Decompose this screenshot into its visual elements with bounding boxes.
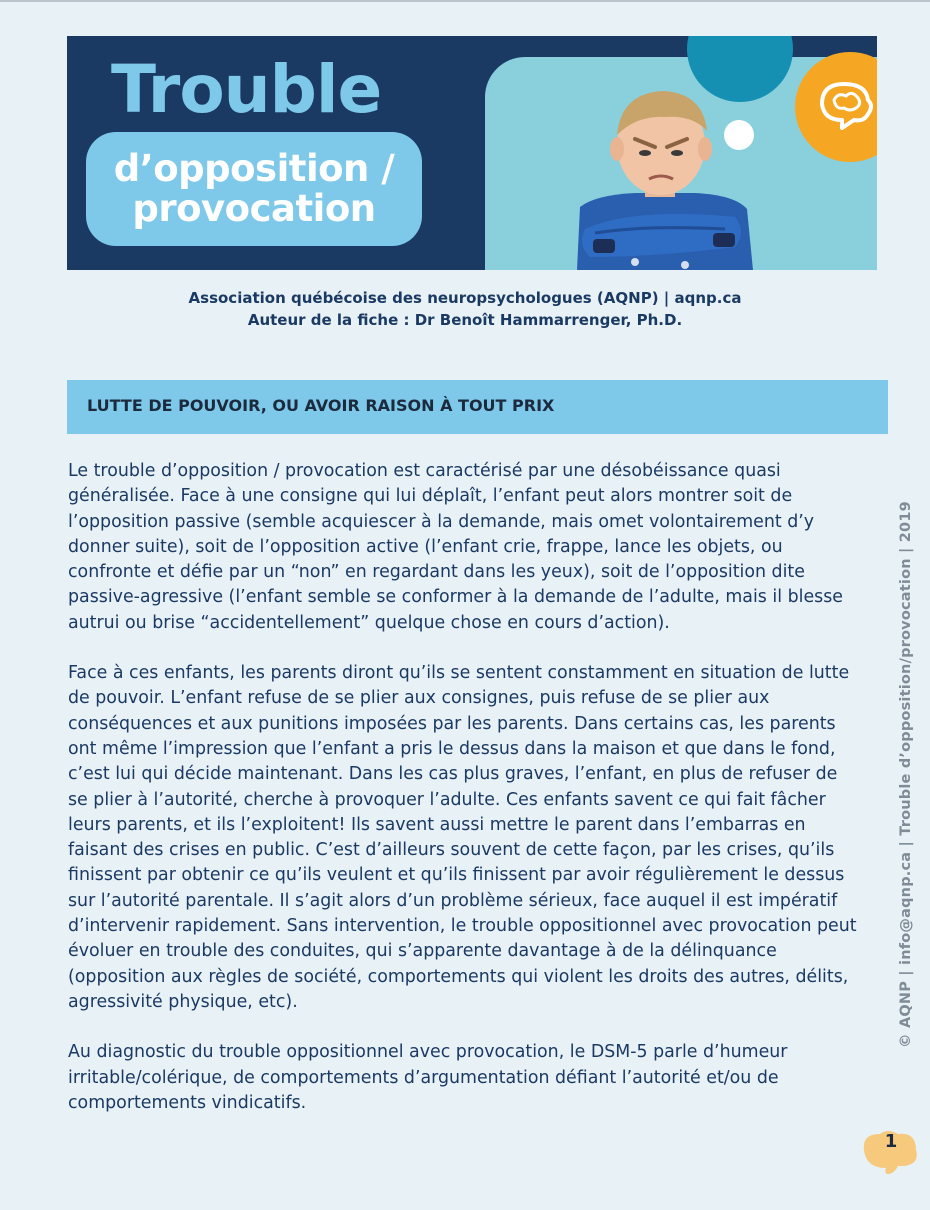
paragraph-2: Face à ces enfants, les parents diront qu’ils se sentent constamment en situation de lutte de pouvoir. L’enfant refuse de se plier aux consignes, puis refuse de se plier aux conséquences et aux punitions imposées par les parents. Dans certains cas, les parents ont même l’impression que l’enfant a pris le dessus dans la maison et que dans le fond, c’est lui qui décide maintenant. Dans les cas plus graves, l’enfant, en plus de refuser de se plier à l’autorité, cherche à provoquer l’adulte. Ces enfants savent ce qui fait fâcher leurs parents, et ils l’exploitent! Ils savent aussi mettre le parent dans l’embarras en faisant des crises en public. C’est d’ailleurs souvent de cette façon, par les crises, qu’ils finissent par obtenir ce qu’ils veulent et qu’ils finissent par avoir régulièrement le dessus sur l’autorité parentale. Il s’agit alors d’un problème sérieux, face auquel il est impératif d’intervenir rapidement. Sans intervention, le trouble oppositionnel avec provocation peut évoluer en trouble des conduites, qui s’apparente davantage à de la délinquance (opposition aux règles de société, comportements qui violent les droits des autres, délits, agressivité physique, etc). (68, 663, 857, 1012)
credits-association: Association québécoise des neuropsychologues (AQNP) | aqnp.ca (188, 289, 742, 307)
section-heading: LUTTE DE POUVOIR, OU AVOIR RAISON À TOUT PRIX (87, 396, 555, 415)
credits (0, 287, 930, 331)
body-text (68, 459, 858, 1141)
credits-author: Auteur de la fiche : Dr Benoît Hammarrenger, Ph.D. (247, 311, 683, 329)
vertical-footer-text: © AQNP | info@aqnp.ca | Trouble d’opposition/provocation | 2019 (898, 501, 914, 1048)
section-heading-bar (67, 380, 888, 434)
page-number: 1 (884, 1131, 898, 1152)
page-title: Trouble (111, 51, 382, 128)
page-top-border (0, 0, 930, 2)
brain-bubble-icon (814, 76, 877, 136)
header-banner (67, 36, 877, 270)
decorative-bubble-small (724, 120, 754, 150)
paragraph-1: Le trouble d’opposition / provocation est caractérisé par une désobéissance quasi généralisée. Face à une consigne qui lui déplaît, l’enfant peut alors montrer soit de l’opposition passive (semble acquiescer à la demande, mais omet volontairement d’y donner suite), soit de l’opposition active (l’enfant crie, frappe, lance les objets, ou confronte et défie par un “non” en regardant dans les yeux), soit de l’opposition dite passive-agressive (l’enfant semble se conformer à la demande de l’adulte, mais il blesse autrui ou brise “accidentellement” quelque chose en cours d’action). (68, 461, 843, 633)
subtitle-line-1: d’opposition / (113, 147, 395, 190)
subtitle-pill (86, 132, 422, 246)
paragraph-3: Au diagnostic du trouble oppositionnel avec provocation, le DSM-5 parle d’humeur irritable/colérique, de comportements d’argumentation défiant l’autorité et/ou de comportements vindicatifs. (68, 1042, 788, 1113)
subtitle-line-2: provocation (132, 187, 376, 230)
